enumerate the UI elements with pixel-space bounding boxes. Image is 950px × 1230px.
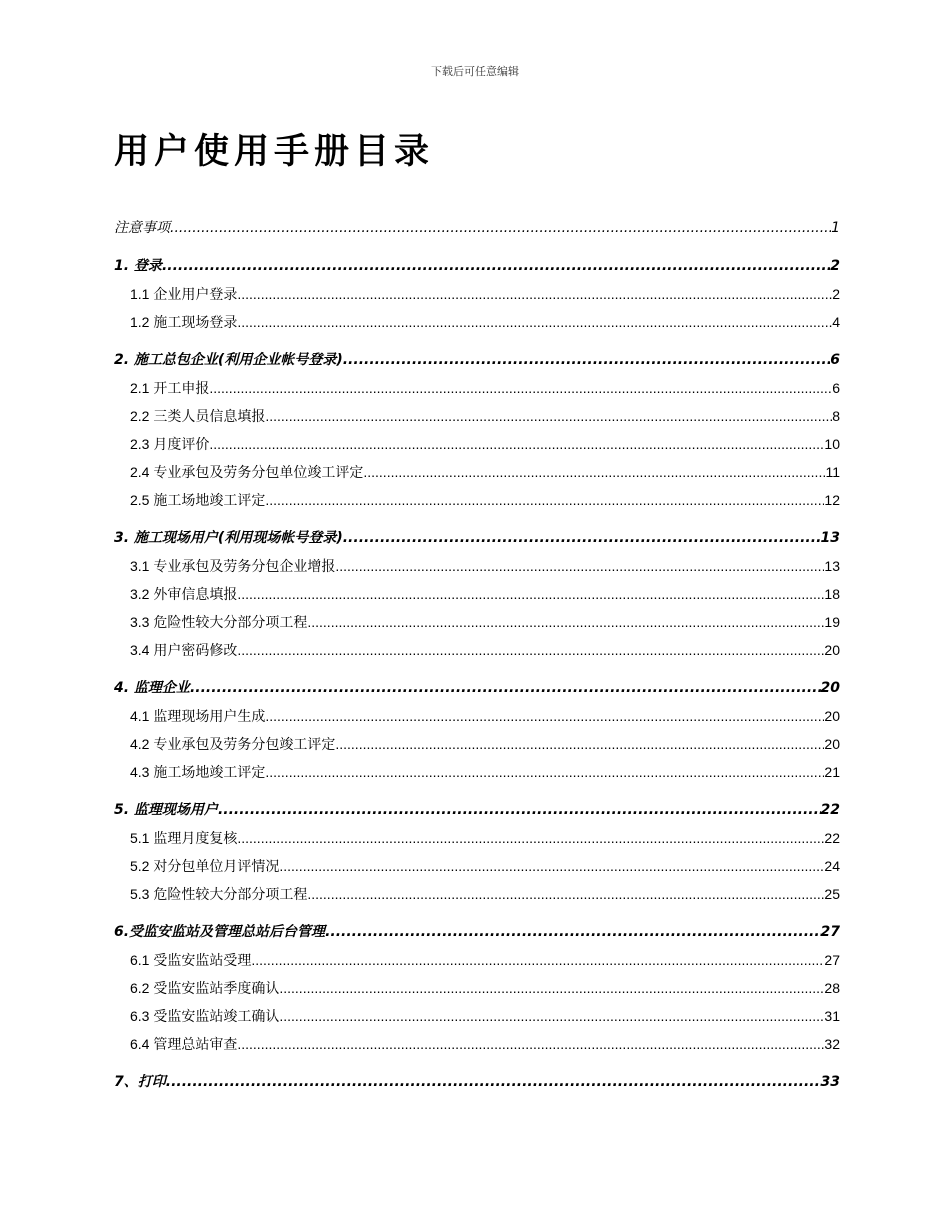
- toc-entry-page: 20: [824, 642, 840, 658]
- toc-entry-4-1[interactable]: [114, 702, 840, 730]
- toc-entry-label: 7、打印: [114, 1074, 166, 1090]
- toc-entry-label: 1.2 施工现场登录: [130, 314, 238, 330]
- toc-entry-2-3[interactable]: [114, 430, 840, 458]
- toc-entry-label: 6.1 受监安监站受理: [130, 952, 252, 968]
- toc-entry-page: 20: [824, 708, 840, 724]
- toc-entry-6-2[interactable]: [114, 974, 840, 1002]
- toc-entry-5-2[interactable]: [114, 852, 840, 880]
- toc-entry-page: 28: [824, 980, 840, 996]
- toc-dot-leader: [166, 1068, 821, 1096]
- toc-section-2[interactable]: [114, 346, 840, 374]
- toc-dot-leader: [335, 730, 824, 758]
- toc-dot-leader: [363, 458, 825, 486]
- toc-entry-label: 6.4 管理总站审查: [130, 1036, 238, 1052]
- toc-entry-4-2[interactable]: [114, 730, 840, 758]
- toc-entry-page: 22: [820, 802, 840, 818]
- toc-entry-3-1[interactable]: [114, 552, 840, 580]
- header-note: 下载后可任意编辑: [431, 65, 519, 78]
- toc-entry-label: 2.1 开工申报: [130, 380, 210, 396]
- toc-dot-leader: [218, 796, 821, 824]
- toc-dot-leader: [325, 918, 820, 946]
- toc-entry-label: 4.3 施工场地竣工评定: [130, 764, 266, 780]
- toc-dot-leader: [251, 946, 824, 974]
- toc-entry-page: 33: [820, 1074, 840, 1090]
- toc-entry-label: 2.2 三类人员信息填报: [130, 408, 266, 424]
- toc-section-1[interactable]: [114, 252, 840, 280]
- toc-dot-leader: [162, 252, 830, 280]
- toc-dot-leader: [209, 430, 824, 458]
- toc-entry-label: 4.2 专业承包及劳务分包竣工评定: [130, 736, 336, 752]
- toc-dot-leader: [265, 758, 824, 786]
- toc-entry-5-1[interactable]: [114, 824, 840, 852]
- toc-entry-page: 6: [832, 380, 840, 396]
- toc-dot-leader: [279, 974, 824, 1002]
- toc-entry-label: 5.2 对分包单位月评情况: [130, 858, 280, 874]
- table-of-contents: [114, 214, 840, 1096]
- toc-entry-page: 6: [830, 352, 840, 368]
- toc-entry-page: 2: [832, 286, 840, 302]
- toc-dot-leader: [343, 346, 831, 374]
- toc-entry-page: 31: [824, 1008, 840, 1024]
- toc-entry-page: 8: [832, 408, 840, 424]
- toc-entry-page: 4: [832, 314, 840, 330]
- toc-entry-2-5[interactable]: [114, 486, 840, 514]
- toc-entry-label: 1. 登录: [114, 258, 162, 274]
- toc-dot-leader: [237, 824, 824, 852]
- toc-entry-label: 2.3 月度评价: [130, 436, 210, 452]
- toc-dot-leader: [307, 880, 824, 908]
- toc-dot-leader: [237, 280, 832, 308]
- toc-entry-page: 22: [824, 830, 840, 846]
- toc-entry-label: 5.3 危险性较大分部分项工程: [130, 886, 308, 902]
- toc-entry-6-4[interactable]: [114, 1030, 840, 1058]
- toc-entry-label: 4.1 监理现场用户生成: [130, 708, 266, 724]
- toc-section-4[interactable]: [114, 674, 840, 702]
- toc-entry-page: 20: [824, 736, 840, 752]
- toc-entry-page: 21: [824, 764, 840, 780]
- toc-dot-leader: [170, 214, 831, 242]
- toc-entry-page: 1: [831, 220, 840, 236]
- toc-dot-leader: [265, 486, 824, 514]
- toc-entry-3-4[interactable]: [114, 636, 840, 664]
- toc-dot-leader: [209, 374, 832, 402]
- toc-entry-label: 6.受监安监站及管理总站后台管理: [114, 924, 326, 940]
- toc-section-6[interactable]: [114, 918, 840, 946]
- toc-entry-page: 27: [820, 924, 840, 940]
- toc-entry-3-2[interactable]: [114, 580, 840, 608]
- toc-entry-page: 13: [824, 558, 840, 574]
- toc-dot-leader: [335, 552, 824, 580]
- toc-section-5[interactable]: [114, 796, 840, 824]
- toc-entry-3-3[interactable]: [114, 608, 840, 636]
- toc-entry-page: 27: [824, 952, 840, 968]
- toc-entry-label: 3. 施工现场用户(利用现场帐号登录): [114, 530, 343, 546]
- toc-entry-page: 13: [820, 530, 840, 546]
- page-title: 用户使用手册目录: [114, 131, 435, 172]
- toc-section-3[interactable]: [114, 524, 840, 552]
- toc-entry-page: 18: [824, 586, 840, 602]
- toc-entry-4-3[interactable]: [114, 758, 840, 786]
- toc-entry-page: 24: [824, 858, 840, 874]
- toc-entry-6-1[interactable]: [114, 946, 840, 974]
- toc-dot-leader: [265, 402, 832, 430]
- toc-entry-label: 5.1 监理月度复核: [130, 830, 238, 846]
- toc-entry-label: 1.1 企业用户登录: [130, 286, 238, 302]
- toc-entry-1-1[interactable]: [114, 280, 840, 308]
- toc-entry-page: 2: [830, 258, 840, 274]
- toc-dot-leader: [343, 524, 821, 552]
- toc-entry-page: 25: [824, 886, 840, 902]
- toc-entry-1-2[interactable]: [114, 308, 840, 336]
- toc-entry-label: 6.2 受监安监站季度确认: [130, 980, 280, 996]
- toc-entry-page: 10: [824, 436, 840, 452]
- toc-entry-label: 2. 施工总包企业(利用企业帐号登录): [114, 352, 343, 368]
- toc-dot-leader: [190, 674, 821, 702]
- toc-dot-leader: [265, 702, 824, 730]
- toc-entry-label: 2.4 专业承包及劳务分包单位竣工评定: [130, 464, 364, 480]
- toc-dot-leader: [237, 1030, 824, 1058]
- toc-dot-leader: [307, 608, 824, 636]
- toc-entry-label: 2.5 施工场地竣工评定: [130, 492, 266, 508]
- toc-entry-page: 12: [824, 492, 840, 508]
- toc-entry-page: 19: [824, 614, 840, 630]
- toc-entry-label: 3.3 危险性较大分部分项工程: [130, 614, 308, 630]
- toc-dot-leader: [237, 636, 824, 664]
- toc-entry-2-2[interactable]: [114, 402, 840, 430]
- toc-entry-page: 11: [825, 464, 840, 480]
- toc-entry-label: 3.4 用户密码修改: [130, 642, 238, 658]
- toc-dot-leader: [279, 1002, 824, 1030]
- toc-entry-2-1[interactable]: [114, 374, 840, 402]
- toc-dot-leader: [237, 580, 824, 608]
- toc-dot-leader: [237, 308, 832, 336]
- toc-entry-6-3[interactable]: [114, 1002, 840, 1030]
- toc-entry-page: 20: [820, 680, 840, 696]
- toc-entry-label: 注意事项: [114, 220, 170, 236]
- toc-entry-label: 3.2 外审信息填报: [130, 586, 238, 602]
- toc-section-7[interactable]: [114, 1068, 840, 1096]
- toc-entry-notes[interactable]: [114, 214, 840, 242]
- toc-entry-page: 32: [824, 1036, 840, 1052]
- toc-entry-label: 3.1 专业承包及劳务分包企业增报: [130, 558, 336, 574]
- toc-entry-2-4[interactable]: [114, 458, 840, 486]
- toc-dot-leader: [279, 852, 824, 880]
- toc-entry-5-3[interactable]: [114, 880, 840, 908]
- toc-entry-label: 4. 监理企业: [114, 680, 190, 696]
- toc-entry-label: 5. 监理现场用户: [114, 802, 218, 818]
- toc-entry-label: 6.3 受监安监站竣工确认: [130, 1008, 280, 1024]
